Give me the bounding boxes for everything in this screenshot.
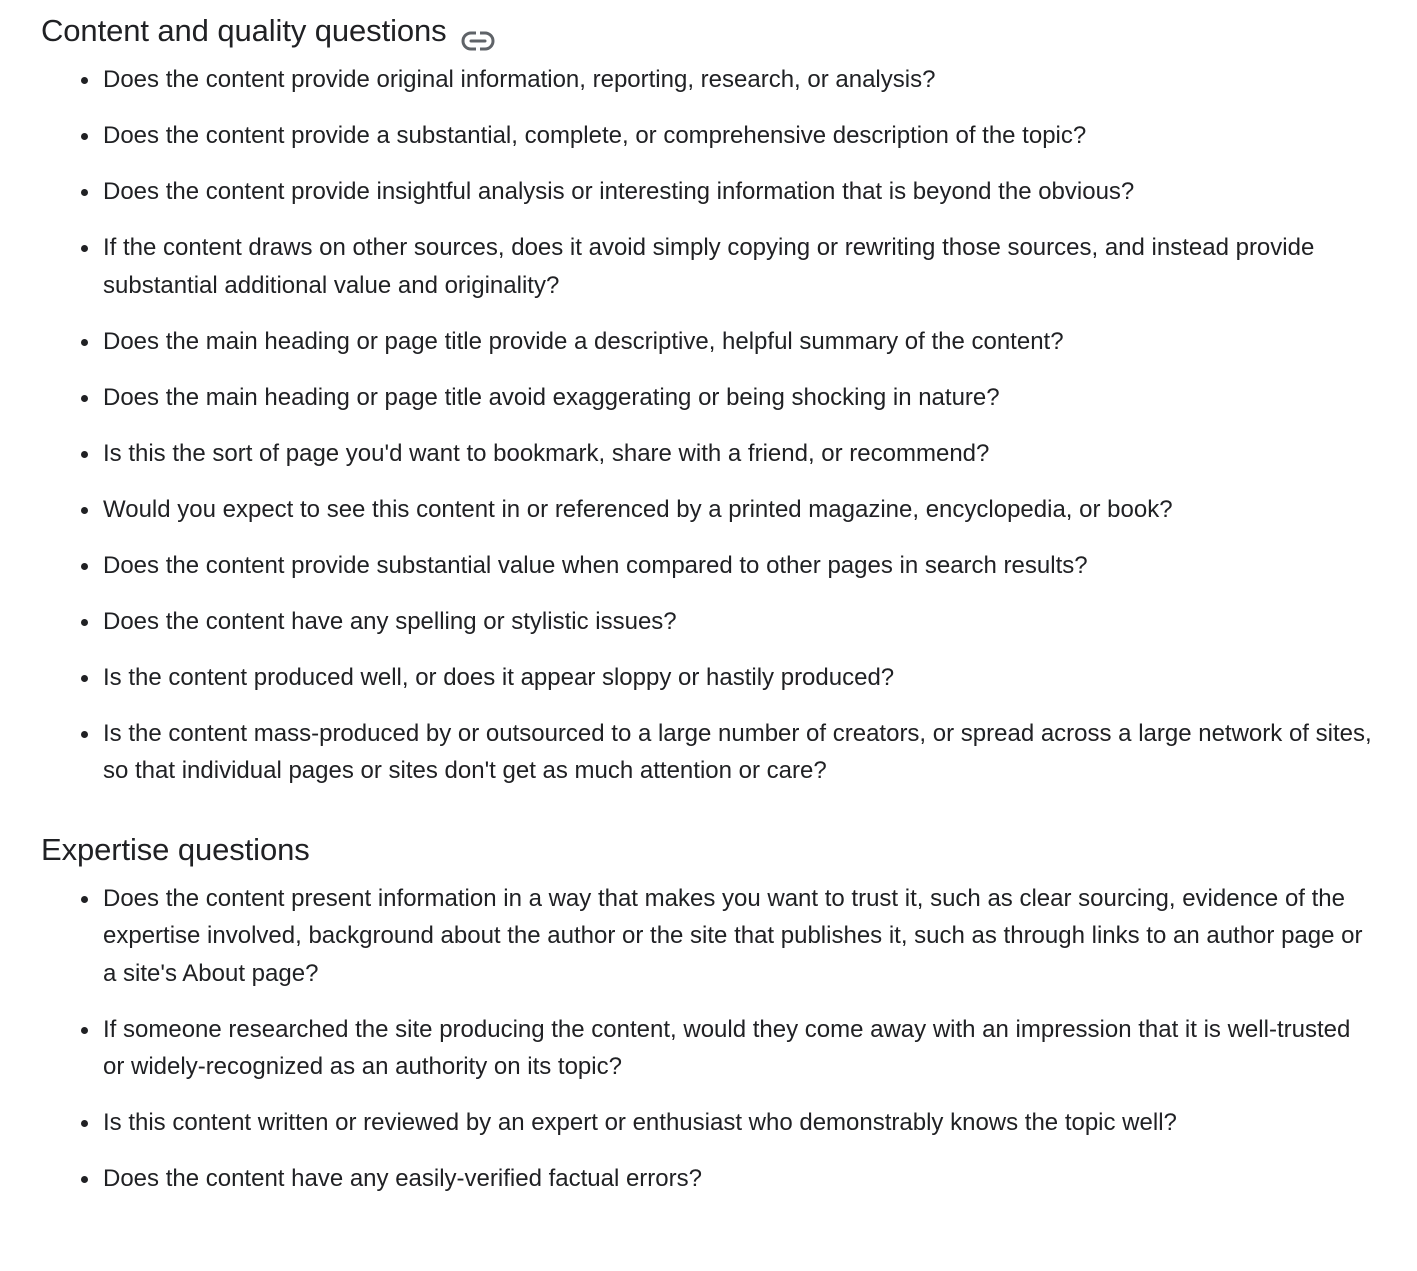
list-item [41, 61, 1417, 99]
list-item-text: Does the content provide substantial value when compared to other pages in search results? [103, 551, 1088, 579]
list-item-text: Is this content written or reviewed by an expert or enthusiast who demonstrably knows the topic well? [103, 1109, 1177, 1136]
bullet-icon [81, 896, 88, 903]
list-item [41, 117, 1417, 155]
bullet-icon [81, 507, 88, 514]
bullet-icon [81, 563, 88, 570]
list-item [41, 1104, 1417, 1142]
list-item [41, 229, 1417, 304]
list-item-text: Does the content provide original information, reporting, research, or analysis? [103, 66, 936, 93]
bullet-icon [81, 189, 88, 196]
bullet-icon [81, 451, 88, 458]
list-item [41, 880, 1417, 993]
bullet-icon [81, 731, 88, 738]
bullet-icon [81, 395, 88, 402]
list-item [41, 1011, 1417, 1086]
list-item [41, 491, 1417, 529]
list-item [41, 547, 1417, 585]
list-item [41, 173, 1417, 211]
bullet-icon [81, 619, 88, 626]
list-item [41, 323, 1417, 361]
list-item-text: Does the content provide insightful analysis or interesting information that is beyond the obvious? [103, 178, 1135, 205]
list-item-text: Is the content mass-produced by or outsourced to a large number of creators, or spread across a large network of sites, so that individual pages or sites don't get as much attention or care? [103, 719, 1372, 784]
bullet-icon [81, 675, 88, 682]
bullet-icon [81, 339, 88, 346]
bullet-icon [81, 1176, 88, 1183]
section-heading [41, 830, 1417, 870]
list-item-text: Does the main heading or page title avoid exaggerating or being shocking in nature? [103, 383, 1000, 411]
section-heading [41, 0, 1417, 51]
list-item-text: If someone researched the site producing the content, would they come away with an impression that it is well-trusted or widely-recognized as an authority on its topic? [103, 1015, 1351, 1080]
list-item-text: Does the content have any spelling or stylistic issues? [103, 607, 677, 635]
section-title: Content and quality questions [41, 13, 447, 48]
question-list [41, 61, 1417, 790]
section-title: Expertise questions [41, 831, 310, 867]
section-content-quality [41, 0, 1417, 790]
list-item [41, 1160, 1417, 1198]
list-item [41, 659, 1417, 697]
bullet-icon [81, 245, 88, 252]
list-item-text: Is the content produced well, or does it appear sloppy or hastily produced? [103, 663, 895, 691]
section-expertise [41, 830, 1417, 1198]
bullet-icon [81, 77, 88, 84]
list-item-text: Would you expect to see this content in or referenced by a printed magazine, encyclopedia, or book? [103, 495, 1173, 523]
question-list [41, 880, 1417, 1198]
list-item-text: If the content draws on other sources, does it avoid simply copying or rewriting those sources, and instead provide substantial additional value and originality? [103, 234, 1315, 299]
list-item-text: Does the main heading or page title provide a descriptive, helpful summary of the content? [103, 327, 1064, 355]
list-item-text: Is this the sort of page you'd want to bookmark, share with a friend, or recommend? [103, 439, 990, 467]
list-item [41, 715, 1417, 790]
bullet-icon [81, 133, 88, 140]
list-item-text: Does the content provide a substantial, complete, or comprehensive description of the topic? [103, 122, 1087, 149]
bullet-icon [81, 1120, 88, 1127]
list-item [41, 379, 1417, 417]
list-item [41, 435, 1417, 473]
list-item [41, 603, 1417, 641]
list-item-text: Does the content present information in a way that makes you want to trust it, such as clear sourcing, evidence of the expertise involved, background about the author or the site that publishes it, such as through links to an author page or a site's About page? [103, 884, 1363, 987]
bullet-icon [81, 1027, 88, 1034]
list-item-text: Does the content have any easily-verified factual errors? [103, 1165, 702, 1192]
link-icon[interactable] [461, 22, 495, 44]
